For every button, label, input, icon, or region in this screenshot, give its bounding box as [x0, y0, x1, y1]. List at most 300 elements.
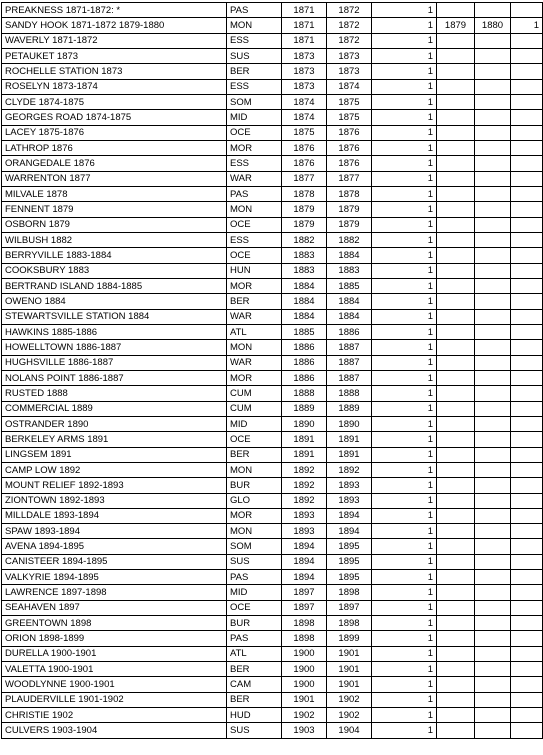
- cell-count-2: [511, 616, 543, 631]
- cell-count-2: [511, 355, 543, 370]
- cell-count: 1: [372, 202, 437, 217]
- cell-start-year: 1874: [282, 110, 327, 125]
- cell-start-year: 1884: [282, 309, 327, 324]
- cell-end-year-2: [475, 94, 511, 109]
- cell-count-2: [511, 232, 543, 247]
- cell-count-2: [511, 324, 543, 339]
- cell-end-year: 1874: [327, 79, 372, 94]
- cell-name: COOKSBURY 1883: [2, 263, 227, 278]
- table-row: [2, 232, 543, 247]
- cell-county: MID: [227, 416, 282, 431]
- table-row: [2, 478, 543, 493]
- table-row: [2, 447, 543, 462]
- cell-start-year-2: [437, 631, 475, 646]
- cell-start-year: 1892: [282, 478, 327, 493]
- cell-county: MON: [227, 524, 282, 539]
- cell-start-year-2: [437, 171, 475, 186]
- cell-start-year-2: [437, 202, 475, 217]
- cell-start-year-2: [437, 48, 475, 63]
- cell-count-2: [511, 462, 543, 477]
- cell-count: 1: [372, 677, 437, 692]
- cell-county: SUS: [227, 48, 282, 63]
- cell-start-year: 1903: [282, 723, 327, 738]
- cell-start-year-2: [437, 64, 475, 79]
- table-row: [2, 508, 543, 523]
- cell-count: 1: [372, 324, 437, 339]
- cell-start-year: 1897: [282, 585, 327, 600]
- cell-start-year: 1893: [282, 524, 327, 539]
- cell-county: SOM: [227, 94, 282, 109]
- cell-county: MOR: [227, 278, 282, 293]
- cell-name: LAWRENCE 1897-1898: [2, 585, 227, 600]
- cell-count-2: [511, 708, 543, 723]
- cell-start-year: 1900: [282, 677, 327, 692]
- cell-end-year-2: [475, 294, 511, 309]
- table-row: [2, 662, 543, 677]
- cell-count-2: [511, 692, 543, 707]
- cell-count: 1: [372, 18, 437, 33]
- cell-count: 1: [372, 447, 437, 462]
- cell-end-year-2: [475, 110, 511, 125]
- cell-end-year-2: [475, 33, 511, 48]
- cell-count: 1: [372, 217, 437, 232]
- table-row: [2, 708, 543, 723]
- cell-start-year: 1873: [282, 79, 327, 94]
- table-row: [2, 309, 543, 324]
- cell-county: PAS: [227, 3, 282, 18]
- cell-end-year-2: [475, 232, 511, 247]
- cell-county: OCE: [227, 125, 282, 140]
- cell-count: 1: [372, 585, 437, 600]
- cell-end-year-2: [475, 524, 511, 539]
- cell-county: BUR: [227, 616, 282, 631]
- cell-name: MILLDALE 1893-1894: [2, 508, 227, 523]
- cell-count-2: [511, 432, 543, 447]
- cell-end-year-2: [475, 662, 511, 677]
- cell-start-year-2: [437, 447, 475, 462]
- cell-name: WOODLYNNE 1900-1901: [2, 677, 227, 692]
- cell-start-year: 1882: [282, 232, 327, 247]
- table-row: [2, 370, 543, 385]
- cell-count: 1: [372, 432, 437, 447]
- cell-name: LINGSEM 1891: [2, 447, 227, 462]
- cell-name: CAMP LOW 1892: [2, 462, 227, 477]
- cell-count: 1: [372, 48, 437, 63]
- cell-start-year-2: [437, 125, 475, 140]
- table-row: [2, 416, 543, 431]
- cell-count: 1: [372, 156, 437, 171]
- cell-name: VALETTA 1900-1901: [2, 662, 227, 677]
- cell-name: LATHROP 1876: [2, 140, 227, 155]
- cell-count: 1: [372, 539, 437, 554]
- cell-name: COMMERCIAL 1889: [2, 401, 227, 416]
- cell-count-2: [511, 539, 543, 554]
- table-row: [2, 248, 543, 263]
- cell-start-year: 1873: [282, 64, 327, 79]
- cell-end-year: 1901: [327, 662, 372, 677]
- cell-name: PLAUDERVILLE 1901-1902: [2, 692, 227, 707]
- cell-end-year-2: [475, 278, 511, 293]
- cell-count: 1: [372, 462, 437, 477]
- cell-start-year: 1874: [282, 94, 327, 109]
- cell-start-year-2: [437, 3, 475, 18]
- cell-count: 1: [372, 616, 437, 631]
- cell-count: 1: [372, 508, 437, 523]
- cell-name: WILBUSH 1882: [2, 232, 227, 247]
- cell-end-year: 1872: [327, 18, 372, 33]
- cell-name: BERTRAND ISLAND 1884-1885: [2, 278, 227, 293]
- cell-name: ORANGEDALE 1876: [2, 156, 227, 171]
- cell-end-year-2: [475, 708, 511, 723]
- cell-count-2: [511, 401, 543, 416]
- cell-name: FENNENT 1879: [2, 202, 227, 217]
- cell-end-year-2: 1880: [475, 18, 511, 33]
- table-row: [2, 401, 543, 416]
- cell-end-year-2: [475, 570, 511, 585]
- cell-end-year-2: [475, 631, 511, 646]
- cell-end-year-2: [475, 186, 511, 201]
- table-row: [2, 278, 543, 293]
- cell-count-2: [511, 662, 543, 677]
- cell-count-2: [511, 309, 543, 324]
- cell-end-year-2: [475, 646, 511, 661]
- cell-count-2: [511, 723, 543, 738]
- cell-end-year: 1890: [327, 416, 372, 431]
- cell-count: 1: [372, 110, 437, 125]
- cell-start-year-2: [437, 386, 475, 401]
- cell-name: ROCHELLE STATION 1873: [2, 64, 227, 79]
- cell-county: GLO: [227, 493, 282, 508]
- cell-end-year-2: [475, 140, 511, 155]
- cell-count-2: [511, 478, 543, 493]
- cell-count: 1: [372, 416, 437, 431]
- cell-count: 1: [372, 631, 437, 646]
- cell-end-year: 1879: [327, 202, 372, 217]
- cell-count-2: [511, 3, 543, 18]
- cell-start-year-2: [437, 94, 475, 109]
- cell-county: CUM: [227, 386, 282, 401]
- cell-start-year: 1900: [282, 662, 327, 677]
- cell-count: 1: [372, 570, 437, 585]
- cell-name: OWENO 1884: [2, 294, 227, 309]
- cell-count: 1: [372, 386, 437, 401]
- cell-end-year: 1875: [327, 94, 372, 109]
- cell-start-year: 1892: [282, 462, 327, 477]
- cell-count-2: [511, 340, 543, 355]
- cell-start-year: 1891: [282, 447, 327, 462]
- cell-county: BER: [227, 692, 282, 707]
- cell-start-year-2: [437, 662, 475, 677]
- cell-start-year-2: [437, 186, 475, 201]
- cell-count-2: [511, 370, 543, 385]
- cell-end-year-2: [475, 508, 511, 523]
- cell-county: ESS: [227, 79, 282, 94]
- cell-end-year: 1872: [327, 33, 372, 48]
- cell-name: HAWKINS 1885-1886: [2, 324, 227, 339]
- cell-end-year: 1886: [327, 324, 372, 339]
- cell-start-year: 1888: [282, 386, 327, 401]
- cell-count-2: [511, 585, 543, 600]
- cell-county: MON: [227, 202, 282, 217]
- cell-name: WARRENTON 1877: [2, 171, 227, 186]
- cell-start-year: 1892: [282, 493, 327, 508]
- cell-start-year: 1877: [282, 171, 327, 186]
- cell-count-2: [511, 48, 543, 63]
- cell-start-year-2: [437, 156, 475, 171]
- cell-county: ATL: [227, 646, 282, 661]
- cell-start-year: 1878: [282, 186, 327, 201]
- table-row: [2, 125, 543, 140]
- cell-start-year-2: [437, 232, 475, 247]
- cell-count: 1: [372, 33, 437, 48]
- cell-start-year-2: [437, 355, 475, 370]
- cell-end-year-2: [475, 263, 511, 278]
- cell-start-year: 1894: [282, 554, 327, 569]
- cell-count: 1: [372, 186, 437, 201]
- post-office-table: [1, 2, 543, 739]
- cell-name: BERKELEY ARMS 1891: [2, 432, 227, 447]
- cell-start-year-2: [437, 294, 475, 309]
- cell-end-year: 1895: [327, 539, 372, 554]
- table-row: [2, 386, 543, 401]
- cell-start-year: 1898: [282, 616, 327, 631]
- cell-start-year: 1879: [282, 217, 327, 232]
- table-row: [2, 570, 543, 585]
- cell-name: PETAUKET 1873: [2, 48, 227, 63]
- cell-end-year-2: [475, 79, 511, 94]
- cell-count-2: [511, 110, 543, 125]
- cell-name: CLYDE 1874-1875: [2, 94, 227, 109]
- cell-count: 1: [372, 171, 437, 186]
- cell-end-year-2: [475, 324, 511, 339]
- cell-start-year-2: [437, 324, 475, 339]
- cell-start-year: 1871: [282, 33, 327, 48]
- cell-start-year-2: [437, 432, 475, 447]
- table-row: [2, 18, 543, 33]
- cell-count: 1: [372, 723, 437, 738]
- cell-end-year-2: [475, 478, 511, 493]
- cell-end-year-2: [475, 248, 511, 263]
- cell-county: CUM: [227, 401, 282, 416]
- cell-start-year: 1875: [282, 125, 327, 140]
- cell-count-2: [511, 125, 543, 140]
- cell-county: BER: [227, 662, 282, 677]
- cell-start-year: 1884: [282, 278, 327, 293]
- cell-count-2: [511, 156, 543, 171]
- cell-count-2: [511, 524, 543, 539]
- cell-start-year: 1885: [282, 324, 327, 339]
- cell-count-2: [511, 554, 543, 569]
- cell-end-year: 1902: [327, 692, 372, 707]
- cell-end-year-2: [475, 462, 511, 477]
- cell-start-year-2: [437, 33, 475, 48]
- cell-count: 1: [372, 646, 437, 661]
- cell-name: CULVERS 1903-1904: [2, 723, 227, 738]
- cell-start-year: 1886: [282, 340, 327, 355]
- cell-name: HOWELLTOWN 1886-1887: [2, 340, 227, 355]
- cell-count: 1: [372, 401, 437, 416]
- cell-end-year: 1904: [327, 723, 372, 738]
- cell-start-year: 1884: [282, 294, 327, 309]
- cell-end-year: 1887: [327, 355, 372, 370]
- cell-name: LACEY 1875-1876: [2, 125, 227, 140]
- cell-end-year: 1891: [327, 447, 372, 462]
- cell-county: MID: [227, 110, 282, 125]
- cell-end-year: 1898: [327, 616, 372, 631]
- cell-end-year: 1877: [327, 171, 372, 186]
- table-row: [2, 432, 543, 447]
- cell-end-year: 1895: [327, 554, 372, 569]
- cell-start-year-2: [437, 692, 475, 707]
- cell-count: 1: [372, 708, 437, 723]
- table-row: [2, 294, 543, 309]
- table-row: [2, 631, 543, 646]
- cell-name: ORION 1898-1899: [2, 631, 227, 646]
- cell-start-year-2: [437, 600, 475, 615]
- cell-county: OCE: [227, 248, 282, 263]
- cell-start-year-2: [437, 401, 475, 416]
- cell-county: ATL: [227, 324, 282, 339]
- cell-start-year-2: [437, 570, 475, 585]
- cell-start-year: 1902: [282, 708, 327, 723]
- cell-count-2: [511, 278, 543, 293]
- table-row: [2, 94, 543, 109]
- cell-end-year: 1879: [327, 217, 372, 232]
- cell-end-year: 1902: [327, 708, 372, 723]
- cell-name: SANDY HOOK 1871-1872 1879-1880: [2, 18, 227, 33]
- cell-start-year-2: [437, 370, 475, 385]
- cell-count-2: [511, 294, 543, 309]
- table-row: [2, 355, 543, 370]
- cell-name: MOUNT RELIEF 1892-1893: [2, 478, 227, 493]
- cell-county: CAM: [227, 677, 282, 692]
- cell-name: SEAHAVEN 1897: [2, 600, 227, 615]
- cell-count: 1: [372, 309, 437, 324]
- table-row: [2, 186, 543, 201]
- cell-start-year-2: [437, 278, 475, 293]
- table-row: [2, 3, 543, 18]
- cell-start-year-2: [437, 493, 475, 508]
- cell-end-year-2: [475, 416, 511, 431]
- cell-start-year-2: [437, 677, 475, 692]
- cell-count: 1: [372, 79, 437, 94]
- table-body: [2, 3, 543, 739]
- cell-count: 1: [372, 355, 437, 370]
- cell-end-year: 1887: [327, 370, 372, 385]
- table-row: [2, 539, 543, 554]
- cell-end-year: 1893: [327, 493, 372, 508]
- table-row: [2, 723, 543, 738]
- cell-start-year: 1901: [282, 692, 327, 707]
- cell-count: 1: [372, 294, 437, 309]
- cell-count: 1: [372, 554, 437, 569]
- cell-start-year: 1883: [282, 263, 327, 278]
- cell-end-year-2: [475, 585, 511, 600]
- cell-count-2: [511, 416, 543, 431]
- cell-end-year: 1884: [327, 248, 372, 263]
- cell-end-year-2: [475, 616, 511, 631]
- cell-county: BUR: [227, 478, 282, 493]
- table-row: [2, 263, 543, 278]
- table-row: [2, 462, 543, 477]
- cell-count: 1: [372, 662, 437, 677]
- cell-name: CHRISTIE 1902: [2, 708, 227, 723]
- cell-end-year: 1872: [327, 3, 372, 18]
- table-row: [2, 524, 543, 539]
- cell-count: 1: [372, 3, 437, 18]
- cell-start-year: 1879: [282, 202, 327, 217]
- cell-county: SOM: [227, 539, 282, 554]
- cell-county: ESS: [227, 156, 282, 171]
- cell-end-year-2: [475, 48, 511, 63]
- cell-end-year-2: [475, 677, 511, 692]
- cell-count-2: [511, 94, 543, 109]
- cell-start-year: 1890: [282, 416, 327, 431]
- cell-end-year-2: [475, 64, 511, 79]
- cell-count: 1: [372, 478, 437, 493]
- cell-name: GEORGES ROAD 1874-1875: [2, 110, 227, 125]
- cell-name: SPAW 1893-1894: [2, 524, 227, 539]
- cell-county: WAR: [227, 309, 282, 324]
- cell-end-year: 1885: [327, 278, 372, 293]
- cell-count-2: [511, 508, 543, 523]
- cell-count: 1: [372, 692, 437, 707]
- cell-count: 1: [372, 278, 437, 293]
- cell-end-year: 1898: [327, 585, 372, 600]
- cell-county: MON: [227, 18, 282, 33]
- cell-start-year-2: [437, 554, 475, 569]
- cell-end-year-2: [475, 309, 511, 324]
- cell-name: OSTRANDER 1890: [2, 416, 227, 431]
- table-row: [2, 33, 543, 48]
- cell-count-2: [511, 33, 543, 48]
- cell-count-2: [511, 171, 543, 186]
- cell-end-year: 1899: [327, 631, 372, 646]
- cell-start-year: 1886: [282, 355, 327, 370]
- cell-end-year-2: [475, 600, 511, 615]
- cell-start-year-2: [437, 539, 475, 554]
- cell-count: 1: [372, 370, 437, 385]
- cell-count-2: [511, 447, 543, 462]
- cell-end-year-2: [475, 217, 511, 232]
- cell-count: 1: [372, 64, 437, 79]
- table-row: [2, 646, 543, 661]
- cell-end-year-2: [475, 554, 511, 569]
- table-row: [2, 64, 543, 79]
- cell-name: HUGHSVILLE 1886-1887: [2, 355, 227, 370]
- cell-end-year-2: [475, 202, 511, 217]
- cell-end-year-2: [475, 539, 511, 554]
- cell-count: 1: [372, 493, 437, 508]
- cell-end-year: 1878: [327, 186, 372, 201]
- cell-end-year-2: [475, 401, 511, 416]
- cell-name: AVENA 1894-1895: [2, 539, 227, 554]
- cell-start-year: 1871: [282, 3, 327, 18]
- cell-county: MOR: [227, 370, 282, 385]
- cell-count: 1: [372, 125, 437, 140]
- table-row: [2, 340, 543, 355]
- cell-start-year-2: [437, 110, 475, 125]
- cell-start-year-2: [437, 79, 475, 94]
- cell-start-year: 1900: [282, 646, 327, 661]
- cell-name: ZIONTOWN 1892-1893: [2, 493, 227, 508]
- cell-county: WAR: [227, 355, 282, 370]
- cell-end-year: 1873: [327, 64, 372, 79]
- cell-count-2: [511, 631, 543, 646]
- cell-end-year: 1893: [327, 478, 372, 493]
- cell-county: OCE: [227, 217, 282, 232]
- cell-end-year-2: [475, 723, 511, 738]
